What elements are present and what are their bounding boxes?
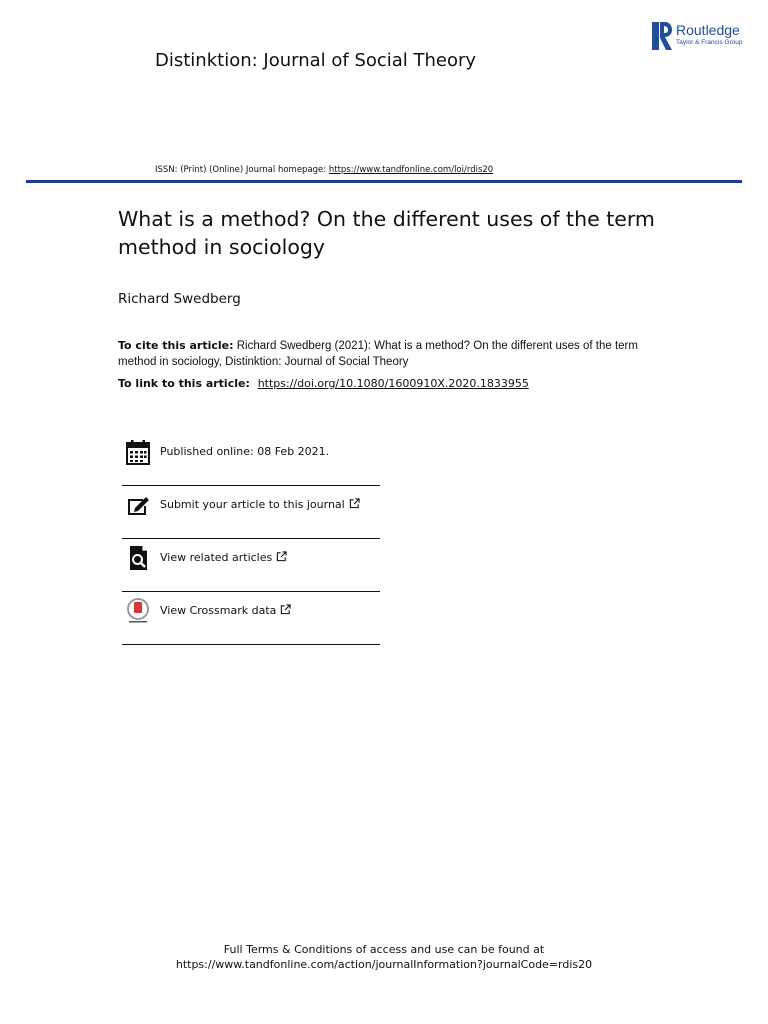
edit-icon xyxy=(126,492,150,518)
crossmark-item[interactable] xyxy=(122,592,380,645)
footer-terms-text: Full Terms & Conditions of access and use can be found at xyxy=(223,943,545,956)
submit-article-label: Submit your article to this journal xyxy=(160,498,345,511)
publisher-subtitle: Taylor & Francis Group xyxy=(676,39,743,46)
issn-text: ISSN: (Print) (Online) Journal homepage: xyxy=(155,165,329,175)
cite-text: Richard Swedberg (2021): What is a method? On the different uses of the term method in sociology, Distinktion: Journal of Social Theory xyxy=(118,340,638,368)
footer xyxy=(0,942,768,972)
link-label: To link to this article: xyxy=(118,377,254,390)
article-info-list xyxy=(122,433,380,645)
journal-title: Distinktion: Journal of Social Theory xyxy=(155,50,477,71)
crossmark-label: View Crossmark data xyxy=(160,604,277,617)
crossmark-link[interactable] xyxy=(160,604,291,617)
header-divider xyxy=(26,180,742,183)
published-date-item xyxy=(122,433,380,486)
published-date-text: Published online: 08 Feb 2021. xyxy=(160,445,330,458)
publisher-logo[interactable] xyxy=(652,20,752,52)
crossmark-icon xyxy=(126,598,150,624)
issn-line xyxy=(155,165,493,175)
journal-homepage-link[interactable]: https://www.tandfonline.com/loi/rdis20 xyxy=(328,165,494,175)
publisher-name: Routledge xyxy=(676,22,740,38)
footer-terms-link[interactable]: https://www.tandfonline.com/action/journalInformation?journalCode=rdis20 xyxy=(175,958,593,971)
routledge-logo-icon xyxy=(652,22,672,50)
citation-block xyxy=(118,338,678,370)
article-link-line xyxy=(118,377,529,390)
submit-article-item[interactable] xyxy=(122,486,380,539)
article-title: What is a method? On the different uses of the term method in sociology xyxy=(118,207,655,259)
search-document-icon xyxy=(126,545,150,571)
calendar-icon xyxy=(126,439,150,465)
related-articles-link[interactable] xyxy=(160,551,287,564)
external-link-icon xyxy=(276,551,287,562)
author-name: Richard Swedberg xyxy=(118,291,241,307)
related-articles-label: View related articles xyxy=(160,551,273,564)
external-link-icon xyxy=(349,498,360,509)
related-articles-item[interactable] xyxy=(122,539,380,592)
doi-link[interactable]: https://doi.org/10.1080/1600910X.2020.1833955 xyxy=(257,377,529,390)
external-link-icon xyxy=(280,604,291,615)
cite-label: To cite this article: xyxy=(118,339,234,352)
submit-article-link[interactable] xyxy=(160,498,360,511)
